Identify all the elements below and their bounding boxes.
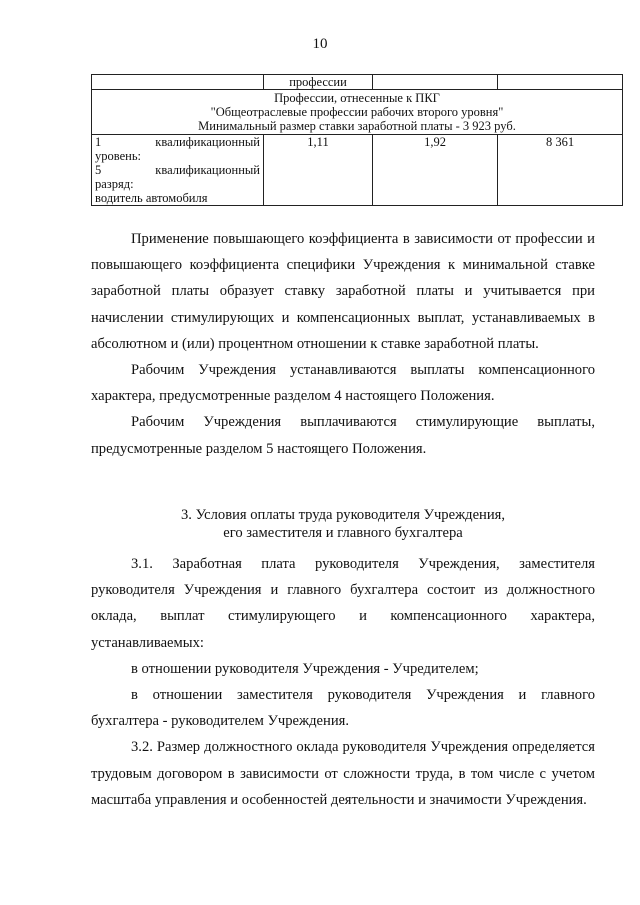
body-block-2 bbox=[91, 551, 595, 813]
position-name: водитель автомобиля bbox=[95, 191, 208, 205]
level-line-1: 1 квалификационный bbox=[95, 135, 260, 149]
paragraph: 3.1. Заработная плата руководителя Учреждения, заместителя руководителя Учреждения и главного бухгалтера состоит из должностного оклада, выплат стимулирующего и компенсационного характера, устанавливаемых: bbox=[91, 556, 595, 651]
table-row-partial bbox=[92, 75, 623, 90]
paragraph: Рабочим Учреждения выплачиваются стимулирующие выплаты, предусмотренные разделом 5 настоящего Положения. bbox=[91, 414, 595, 457]
salary-cell: 8 361 bbox=[498, 135, 623, 206]
coefficient-specifics-cell: 1,92 bbox=[373, 135, 498, 206]
paragraph: Применение повышающего коэффициента в зависимости от профессии и повышающего коэффициента специфики Учреждения к минимальной ставке заработной платы образует ставку заработной платы и учитывается при начислении стимулирующих и компенсационных выплат, устанавливаемых в абсолютном и (или) процентном отношении к ставке заработной платы. bbox=[91, 231, 595, 352]
rank-line-2: разряд: bbox=[95, 177, 134, 191]
table-row bbox=[92, 135, 623, 206]
qualification-cell bbox=[92, 135, 264, 206]
table-cell-profession: профессии bbox=[264, 75, 373, 90]
group-header-line-2: "Общеотраслевые профессии рабочих второго уровня" bbox=[210, 105, 504, 119]
paragraph: в отношении заместителя руководителя Учреждения и главного бухгалтера - руководителем Учреждения. bbox=[91, 687, 595, 730]
rank-line-1: 5 квалификационный bbox=[95, 163, 260, 177]
section-heading bbox=[91, 506, 595, 542]
coefficient-profession-cell: 1,11 bbox=[264, 135, 373, 206]
group-header-line-3: Минимальный размер ставки заработной платы - 3 923 руб. bbox=[198, 119, 516, 133]
paragraph: Рабочим Учреждения устанавливаются выплаты компенсационного характера, предусмотренные разделом 4 настоящего Положения. bbox=[91, 362, 595, 405]
level-line-2: уровень: bbox=[95, 149, 141, 163]
group-header-line-1: Профессии, отнесенные к ПКГ bbox=[274, 91, 440, 105]
section-title-line-2: его заместителя и главного бухгалтера bbox=[223, 525, 463, 541]
paragraph: в отношении руководителя Учреждения - Учредителем; bbox=[131, 660, 479, 677]
table-cell-empty bbox=[92, 75, 264, 90]
table-cell-empty bbox=[373, 75, 498, 90]
page-number: 10 bbox=[312, 36, 328, 52]
table-group-header-row bbox=[92, 90, 623, 135]
group-header-cell bbox=[92, 90, 623, 135]
section-title-line-1: 3. Условия оплаты труда руководителя Учреждения, bbox=[180, 507, 506, 523]
table-cell-empty bbox=[498, 75, 623, 90]
body-block-1 bbox=[91, 226, 595, 462]
salary-table bbox=[91, 74, 623, 206]
paragraph: 3.2. Размер должностного оклада руководителя Учреждения определяется трудовым договором в зависимости от сложности труда, в том числе с учетом масштаба управления и особенностей деятельности и значимости Учреждения. bbox=[91, 739, 595, 808]
